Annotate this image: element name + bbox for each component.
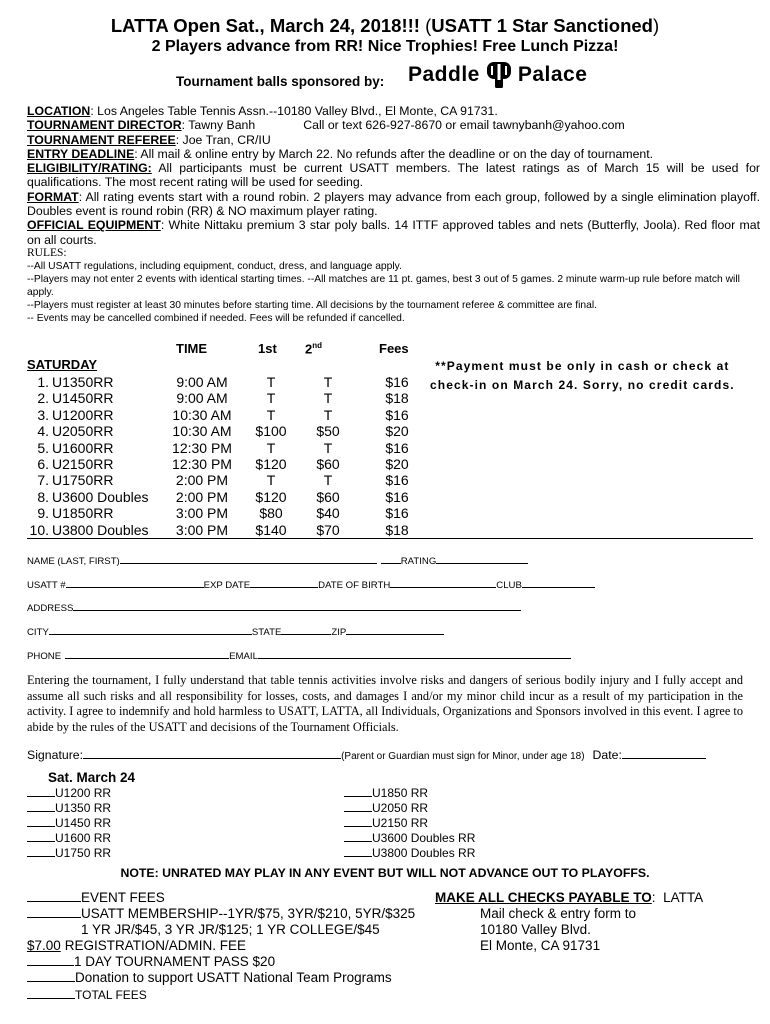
address-field[interactable]: ADDRESS	[27, 601, 521, 614]
signature-row[interactable]: Signature: (Parent or Guardian must sign for Minor, under age 18) Date:	[27, 748, 706, 762]
event-option-label: U1200 RR	[55, 786, 112, 800]
event-option-label: U2150 RR	[372, 816, 429, 830]
event-fee: $16	[385, 439, 409, 456]
event-option-label: U3800 Doubles RR	[372, 846, 476, 860]
event-time: 2:00 PM	[175, 472, 229, 489]
title-paren-close: )	[652, 15, 660, 36]
deadline-line: ENTRY DEADLINE: All mail & online entry by March 22. No refunds after the deadline or on the day of tournament.	[27, 146, 654, 161]
event-second-prize: $60	[316, 488, 340, 505]
event-first-prize: T	[266, 406, 276, 423]
event-option-label: U2050 RR	[372, 801, 429, 815]
event-time: 2:00 PM	[175, 488, 229, 505]
event-fee: $18	[385, 390, 409, 407]
check-blank[interactable]	[344, 787, 372, 797]
event-second-prize: T	[323, 439, 333, 456]
event-time: 3:00 PM	[175, 505, 229, 522]
event-time: 12:30 PM	[172, 439, 232, 456]
event-number: 5.	[37, 439, 49, 456]
event-option-label: U1850 RR	[372, 786, 429, 800]
event-first-prize: T	[266, 390, 276, 407]
event-fee: $20	[385, 456, 409, 472]
event-checkbox-line[interactable]	[27, 831, 111, 846]
event-name: U2050RR	[52, 423, 114, 440]
referee-line: TOURNAMENT REFEREE: Joe Tran, CR/IU	[27, 132, 271, 147]
format-line: FORMAT: All rating events start with a round robin. 2 players may advance from each group, followed by a single elimination playoff. Doubles event is round robin (RR) & NO maximum player rating.	[27, 189, 760, 219]
usatt-row[interactable]: USATT # EXP DATE DATE OF BIRTH CLUB	[27, 578, 595, 591]
title-main: LATTA Open Sat., March 24, 2018!!!	[110, 15, 426, 36]
location-line: LOCATION: Los Angeles Table Tennis Assn.--10180 Valley Blvd., El Monte, CA 91731.	[27, 104, 498, 118]
day-pass-line[interactable]: 1 DAY TOURNAMENT PASS $20	[27, 954, 275, 970]
event-second-prize: $50	[316, 423, 340, 440]
city-row[interactable]: CITY STATE ZIP	[27, 625, 444, 638]
col-header-fees: Fees	[379, 341, 409, 356]
event-number: 10.	[29, 521, 49, 538]
event-fee: $16	[385, 472, 409, 489]
event-fees-line[interactable]: EVENT FEES	[27, 890, 165, 906]
event-second-prize: $60	[316, 456, 340, 472]
event-name: U1350RR	[52, 374, 114, 390]
event-number: 8.	[37, 488, 49, 505]
event-first-prize: T	[266, 472, 276, 489]
event-name: U1750RR	[52, 472, 114, 489]
event-time: 10:30 AM	[172, 423, 232, 440]
event-second-prize: T	[323, 374, 333, 390]
check-blank[interactable]	[344, 832, 372, 842]
rule-item: --Players may not enter 2 events with identical starting times. --All matches are 11 pt. games, best 3 out of 5 games. 2 minute warm-up rule before match will apply.	[27, 273, 740, 298]
logo-word-right: Palace	[517, 63, 588, 86]
event-name: U1600RR	[52, 439, 114, 456]
col-header-time: TIME	[176, 341, 208, 356]
event-option-label: U1750 RR	[55, 846, 112, 860]
event-checkbox-line[interactable]	[344, 831, 475, 846]
mail-city: El Monte, CA 91731	[480, 938, 601, 953]
event-option-label: U1450 RR	[55, 816, 112, 830]
phone-row[interactable]: PHONE EMAIL	[27, 649, 571, 662]
event-first-prize: $140	[255, 521, 287, 538]
paddle-icon	[486, 61, 512, 89]
event-checkbox-line[interactable]	[27, 801, 111, 816]
payable-payee: LATTA	[663, 890, 704, 905]
event-name: U3600 Doubles	[52, 488, 149, 505]
mail-instruction: Mail check & entry form to	[480, 906, 637, 921]
event-number: 9.	[37, 505, 49, 522]
check-blank[interactable]	[27, 832, 55, 842]
sponsor-label: Tournament balls sponsored by:	[176, 74, 385, 89]
page-subtitle: 2 Players advance from RR! Nice Trophies! Free Lunch Pizza!	[151, 38, 619, 55]
membership-line[interactable]: USATT MEMBERSHIP--1YR/$75, 3YR/$210, 5YR/$325	[27, 906, 415, 922]
event-second-prize: $40	[316, 505, 340, 522]
tournament-info	[27, 104, 760, 325]
col-header-second: 2nd	[305, 341, 323, 357]
event-name: U3800 Doubles	[52, 521, 149, 538]
event-name: U2150RR	[52, 456, 114, 472]
mail-street: 10180 Valley Blvd.	[480, 922, 591, 937]
event-checkbox-line[interactable]	[27, 846, 111, 861]
check-blank[interactable]	[344, 847, 372, 857]
event-checkbox-line[interactable]	[344, 846, 475, 861]
event-name: U1450RR	[52, 390, 114, 407]
eligibility-line: ELIGIBILITY/RATING: All participants must be current USATT members. The latest ratings as of March 15 will be used for qualifications. The most recent rating will be used for seeding.	[27, 161, 760, 190]
event-number: 2.	[37, 390, 49, 407]
event-checkbox-line[interactable]	[344, 801, 428, 816]
day-label: SATURDAY	[27, 357, 98, 372]
event-first-prize: T	[266, 374, 276, 390]
event-second-prize: T	[323, 406, 333, 423]
event-fee: $16	[385, 505, 409, 522]
event-time: 9:00 AM	[176, 390, 228, 407]
event-time: 3:00 PM	[175, 521, 229, 538]
event-fee: $16	[385, 406, 409, 423]
equipment-line: OFFICIAL EQUIPMENT: White Nittaku premium 3 star poly balls. 14 ITTF approved tables and nets (Butterfly, Joola). Red floor mat on all courts.	[27, 218, 760, 247]
event-second-prize: $70	[316, 521, 340, 538]
payable-block: MAKE ALL CHECKS PAYABLE TO: LATTA Mail check & entry form to 10180 Valley Blvd. El Monte, CA 91731	[435, 890, 704, 953]
event-first-prize: $100	[255, 423, 287, 440]
title-paren-open: (	[425, 15, 432, 36]
event-option-label: U1600 RR	[55, 831, 112, 845]
rule-item: --All USATT regulations, including equipment, conduct, dress, and language apply.	[27, 260, 402, 272]
checklist-title: Sat. March 24	[48, 770, 136, 785]
waiver-text: Entering the tournament, I fully understand that table tennis activities involve risks and dangers of serious bodily injury and I fully accept and assume all such risks and all responsibility for losses, costs, and damages I and/or my minor child incur as a result of my participation in the activity. I agree to indemnify and hold harmless to USATT, LATTA, all Individuals, Organizations and Sponsors involved in this event. I agree to abide by the rules of the USATT and decisions of the Tournament Officials.	[27, 673, 743, 734]
rules-list	[27, 260, 760, 325]
event-number: 6.	[37, 456, 49, 472]
event-fee: $20	[385, 423, 409, 440]
event-time: 12:30 PM	[172, 456, 232, 472]
name-field[interactable]: NAME (LAST, FIRST) RATING	[27, 554, 528, 567]
event-first-prize: $80	[259, 505, 283, 522]
event-fee: $16	[385, 374, 409, 390]
event-fee: $18	[385, 521, 409, 538]
rule-item: -- Events may be cancelled combined if needed. Fees will be refunded if cancelled.	[27, 312, 405, 324]
check-blank[interactable]	[344, 802, 372, 812]
divider	[27, 538, 753, 539]
director-line: TOURNAMENT DIRECTOR: Tawny Banh Call or text 626-927-8670 or email tawnybanh@yahoo.com	[27, 118, 625, 133]
event-checkbox-line[interactable]	[344, 786, 428, 801]
check-blank[interactable]	[344, 817, 372, 827]
event-checkbox-line[interactable]	[27, 786, 111, 801]
rule-item: --Players must register at least 30 minutes before starting time. All decisions by the tournament referee & committee are final.	[27, 299, 598, 311]
check-blank[interactable]	[27, 787, 55, 797]
event-first-prize: T	[266, 439, 276, 456]
sponsor-logo	[408, 60, 587, 90]
col-header-first: 1st	[258, 341, 277, 356]
registration-line: $7.00 REGISTRATION/ADMIN. FEE	[27, 938, 247, 953]
event-name: U1200RR	[52, 406, 114, 423]
event-checkbox-line[interactable]	[344, 816, 428, 831]
event-second-prize: T	[323, 472, 333, 489]
page-title	[0, 15, 770, 37]
membership-line-cont: 1 YR JR/$45, 3 YR JR/$125; 1 YR COLLEGE/$45	[81, 922, 380, 937]
unrated-note: NOTE: UNRATED MAY PLAY IN ANY EVENT BUT WILL NOT ADVANCE OUT TO PLAYOFFS.	[120, 866, 650, 880]
event-first-prize: $120	[255, 456, 287, 472]
donation-line[interactable]: Donation to support USATT National Team Programs	[27, 970, 392, 986]
event-checkbox-line[interactable]	[27, 816, 111, 831]
title-sanction: USATT 1 Star Sanctioned	[431, 15, 653, 36]
event-name: U1850RR	[52, 505, 114, 522]
payable-label: MAKE ALL CHECKS PAYABLE TO	[435, 890, 652, 905]
event-fee: $16	[385, 488, 409, 505]
rules-title: RULES:	[27, 246, 67, 259]
check-blank[interactable]	[27, 802, 55, 812]
director-contact: Call or text 626-927-8670 or email tawnybanh@yahoo.com	[303, 118, 625, 133]
event-number: 7.	[37, 472, 49, 489]
check-blank[interactable]	[27, 847, 55, 857]
event-time: 9:00 AM	[176, 374, 228, 390]
event-option-label: U3600 Doubles RR	[372, 831, 476, 845]
event-number: 4.	[37, 423, 49, 440]
logo-word-left: Paddle	[408, 63, 480, 86]
event-second-prize: T	[323, 390, 333, 407]
event-option-label: U1350 RR	[55, 801, 112, 815]
event-number: 3.	[37, 406, 49, 423]
event-time: 10:30 AM	[172, 406, 232, 423]
check-blank[interactable]	[27, 817, 55, 827]
event-first-prize: $120	[255, 488, 287, 505]
total-fees-line[interactable]: TOTAL FEES	[27, 987, 147, 1003]
payment-note: **Payment must be only in cash or check at check-in on March 24. Sorry, no credit cards.	[430, 359, 735, 392]
event-number: 1.	[37, 374, 49, 390]
